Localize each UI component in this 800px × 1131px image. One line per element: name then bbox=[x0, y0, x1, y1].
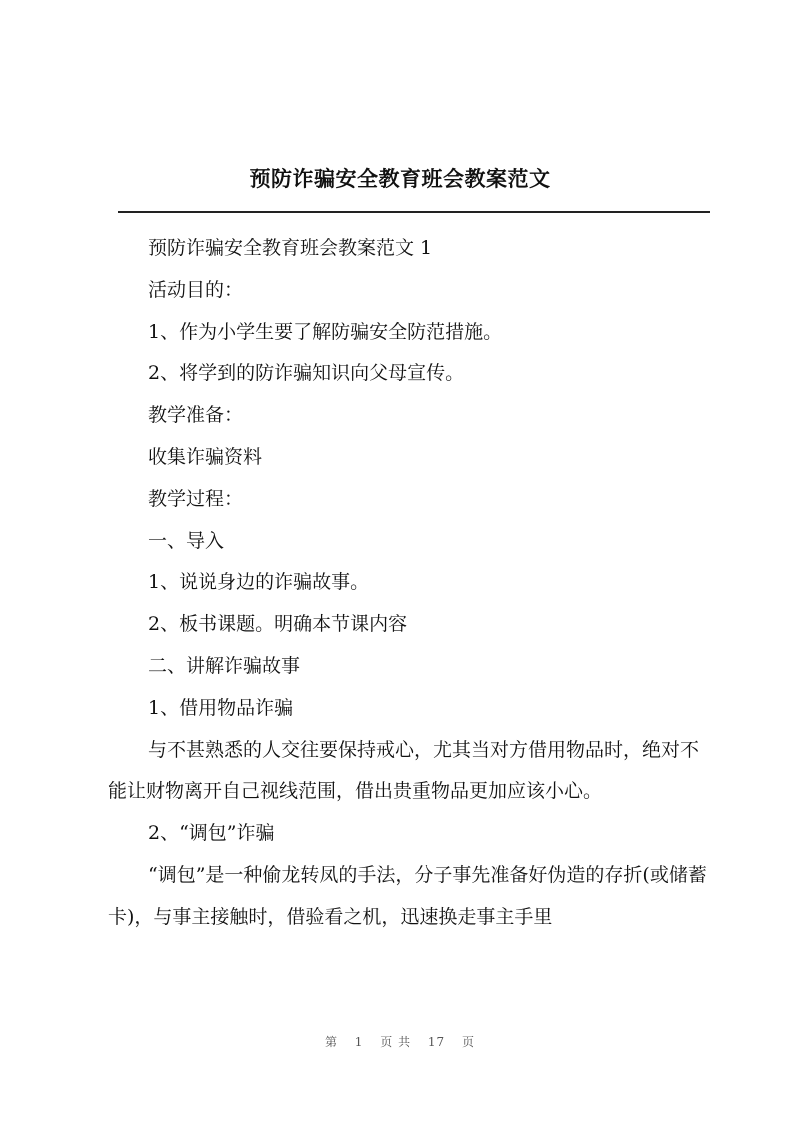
document-title: 预防诈骗安全教育班会教案范文 bbox=[249, 166, 551, 191]
document-body bbox=[108, 228, 710, 939]
paragraph: 收集诈骗资料 bbox=[148, 445, 263, 468]
footer-label-page: 第 bbox=[324, 1035, 338, 1049]
paragraph: 预防诈骗安全教育班会教案范文 1 bbox=[148, 237, 433, 259]
footer-label-pages: 页 bbox=[462, 1035, 476, 1049]
paragraph: 活动目的： bbox=[148, 278, 244, 301]
paragraph: 2、板书课题。明确本节课内容 bbox=[148, 613, 408, 636]
paragraph: 教学准备： bbox=[148, 404, 244, 427]
paragraph: 与不甚熟悉的人交往要保持戒心，尤其当对方借用物品时，绝对不能让财物离开自己视线范围，借出贵重物品更加应该小心。 bbox=[108, 738, 700, 803]
paragraph: 1、作为小学生要了解防骗安全防范措施。 bbox=[148, 320, 503, 343]
footer-current-page: 1 bbox=[354, 1035, 364, 1049]
paragraph: 2、将学到的防诈骗知识向父母宣传。 bbox=[148, 362, 465, 385]
footer-total-pages: 17 bbox=[427, 1035, 446, 1049]
page-footer bbox=[0, 1033, 800, 1050]
paragraph: 一、导入 bbox=[148, 529, 225, 552]
paragraph: 1、借用物品诈骗 bbox=[148, 696, 294, 719]
paragraph: 2、“调包”诈骗 bbox=[148, 822, 275, 845]
paragraph: 1、说说身边的诈骗故事。 bbox=[148, 571, 370, 594]
title-divider bbox=[118, 211, 710, 213]
paragraph: “调包”是一种偷龙转凤的手法，分子事先准备好伪造的存折(或储蓄卡)，与事主接触时，借验看之机，迅速换走事主手里 bbox=[108, 863, 707, 928]
paragraph: 二、讲解诈骗故事 bbox=[148, 654, 301, 677]
footer-label-of: 页 共 bbox=[380, 1035, 412, 1049]
paragraph: 教学过程： bbox=[148, 487, 244, 510]
